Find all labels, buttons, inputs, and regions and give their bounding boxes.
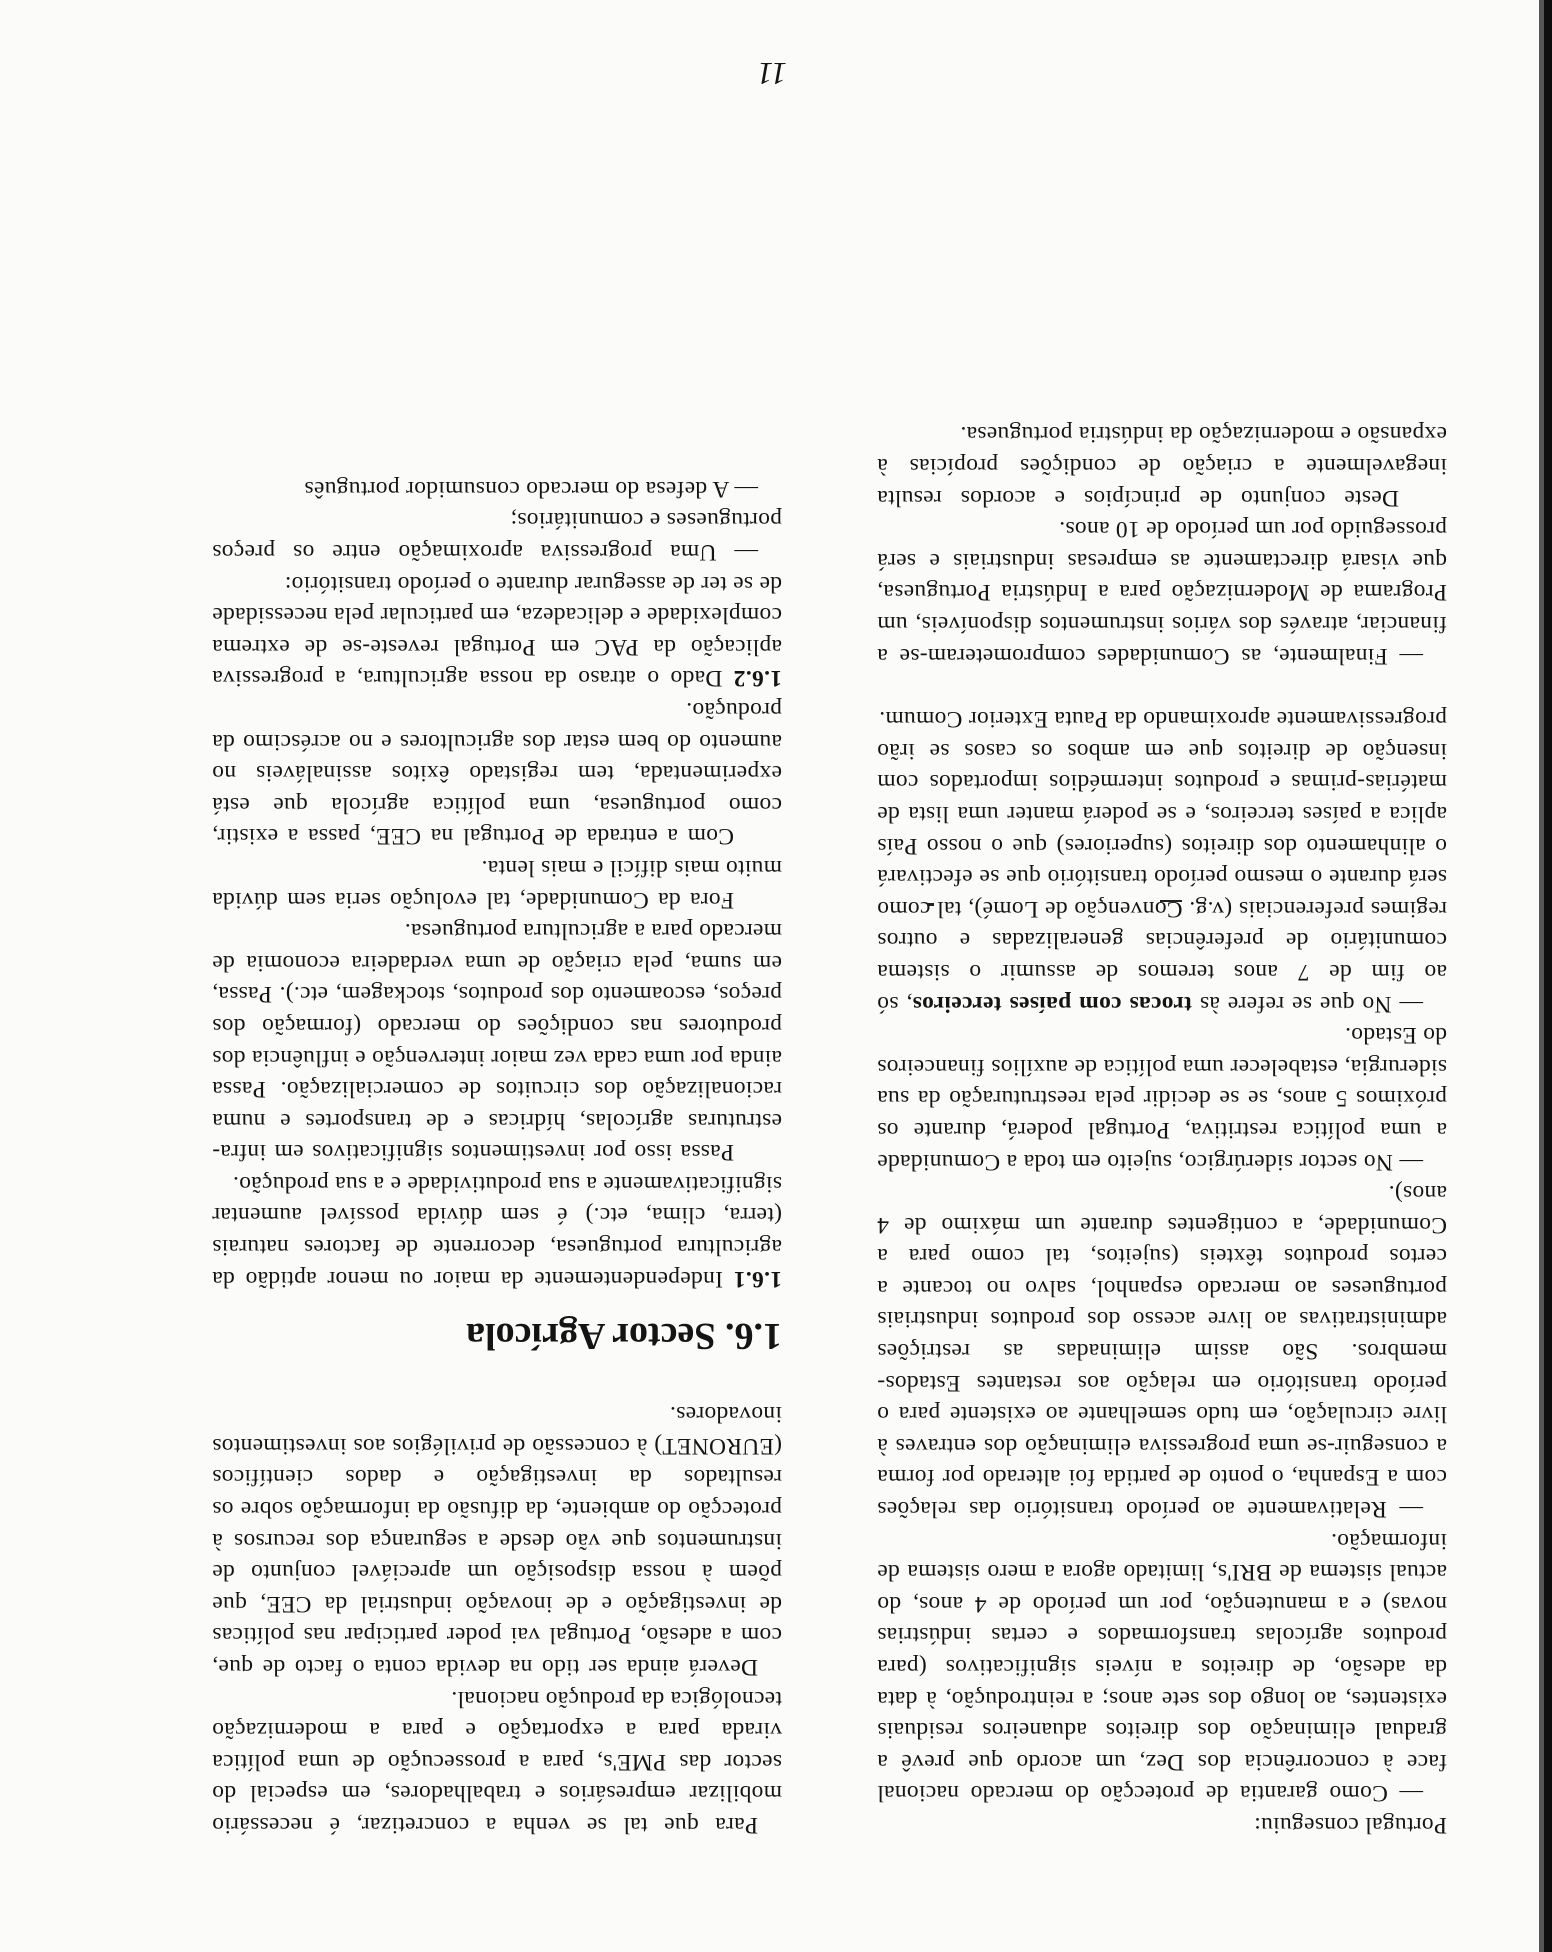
right-column [212, 472, 782, 1840]
left-paragraph: Deste conjunto de princípios e acordos resulta inegavelmente a criação de condições propícias à expansão e modernização da indústria portuguesa. [877, 421, 1447, 511]
left-paragraph: Portugal conseguiu: [1253, 1812, 1447, 1838]
left-column [877, 418, 1447, 1840]
left-paragraph: — No sector siderúrgico, sujeito em toda a Comunidade a uma política restritiva, Portugal poderá, durante os próximos 5 anos, se se decidir pela reestruturação da sua siderurgia, estabelecer uma política de auxílios financeiros do Estado. [877, 1022, 1447, 1175]
left-paragraph: — Como garantia de protecção do mercado nacional face à concorrência dos Dez, um acordo que prevê a gradual eliminação dos direitos aduaneiros residuais existentes, ao longo dos sete anos; a reintrodução, à data da adesão, de direitos a níveis significativos (para produtos agrícolas transformados e certas indústrias novas) e a manutenção, por um período de 4 anos, do actual sistema de BRI's, limitado agora a mero sistema de informação. [877, 1527, 1447, 1807]
subsection-number: 1.6.1 [733, 1265, 782, 1292]
subsection-number: 1.6.2 [733, 665, 782, 692]
subsection-1-6-1 [212, 1167, 782, 1293]
page-number: 11 [757, 56, 787, 92]
list-item: — A defesa do mercado consumidor português [304, 475, 758, 502]
left-paragraph-trocas [877, 703, 1447, 1019]
list-item: — Uma progressiva aproximação entre os preços portugueses e comunitários; [212, 507, 782, 566]
trocas-pre: — No que se refere às [1191, 990, 1423, 1017]
right-paragraph: Fora da Comunidade, tal evolução seria sem dúvida muito mais difícil e mais lenta. [212, 854, 782, 913]
section-title: 1.6. Sector Agrícola [466, 1314, 782, 1357]
subsection-text: Dado o atraso da nossa agricultura, a progressiva aplicação da PAC em Portugal reveste-se de extrema complexidade e delicadeza, em particular pela necessidade de se ter de assegurar durante o período transitório: [212, 570, 782, 692]
right-paragraph: Deverá ainda ser tido na devida conta o facto de que, com a adesão, Portugal vai poder participar nas políticas de investigação e de inovação industrial da CEE, que põem à nossa disposição um apreciável conjunto de instrumentos que vão desde a segurança dos recursos à protecção do ambiente, da difusão da informação sobre os resultados da investigação e dados científicos (EURONET) à concessão de privilégios aos investimentos inovadores. [212, 1401, 782, 1681]
right-paragraph: Passa isso por investimentos significativos em infra-estruturas agrícolas, hídricas e de transportes e numa racionalização dos circuitos de comercialização. Passa ainda por uma cada vez maior intervenção e influência dos produtores nas condições do mercado (formação dos preços, escoamento dos produtos, stockagem, etc.). Passa, em suma, pela criação de uma verdadeira economia de mercado para a agricultura portuguesa. [212, 918, 782, 1166]
right-paragraph: Para que tal se venha a concretizar, é necessário mobilizar empresários e trabalhadores, em especial do sector das PME's, para a prossecução de uma política virada para a exportação e para a modernização tecnológica da produção nacional. [212, 1685, 782, 1838]
trocas-bold: trocas com países terceiros [912, 990, 1192, 1017]
trocas-post: , só ao fim de 7 anos teremos de assumir o sistema comunitário de preferências generalizadas e outros regimes preferenciais (v.g. Convenção de Lomé), tal como será durante o mesmo período transitório que se efectivará o alinhamento dos direitos (superiores) que o nosso País aplica a países terceiros, e se poderá manter uma lista de matérias-primas e produtos intermédios importados com insenção de direitos que em ambos os casos se irão progressivamente aproximando da Pauta Exterior Comum. [877, 706, 1447, 1017]
scan-edge-shadow [1544, 0, 1552, 1952]
subsection-1-6-2 [212, 567, 782, 693]
left-paragraph: — Relativamente ao período transitório das relações com a Espanha, o ponto de partida foi alterado por forma a conseguir-se uma progressiva eliminação dos entraves à livre circulação, em tudo semelhante ao existente para o período transitório em relação aos restantes Estados-membros. São assim eliminadas as restrições administrativas ao livre acesso dos produtos industriais portugueses ao mercado espanhol, salvo no tocante a certos produtos têxteis (sujeitos, tal como para a Comunidade, a contigentes durante um máximo de 4 anos). [877, 1180, 1447, 1523]
right-paragraph: Com a entrada de Portugal na CEE, passa a existir, como portuguesa, uma política agrícola que está experimentada, tem registado êxitos assinaláveis no aumento do bem estar dos agricultores e no acréscimo da produção. [212, 697, 782, 850]
scan-edge-shadow-inner [1539, 0, 1544, 1952]
left-paragraph: — Finalmente, as Comunidades comprometeram-se a financiar, através dos vários instrumentos disponíveis, um Programa de Modernização para a Indústria Portuguesa, que visará directamente as empresas industriais e será prosseguido por um período de 10 anos. [877, 516, 1447, 669]
subsection-text: Independentemente da maior ou menor aptidão da agricultura portuguesa, decorrente de factores naturais (terra, clima, etc.) é sem dúvida possível aumentar significativamente a sua produtividade e a sua produção. [212, 1170, 782, 1292]
